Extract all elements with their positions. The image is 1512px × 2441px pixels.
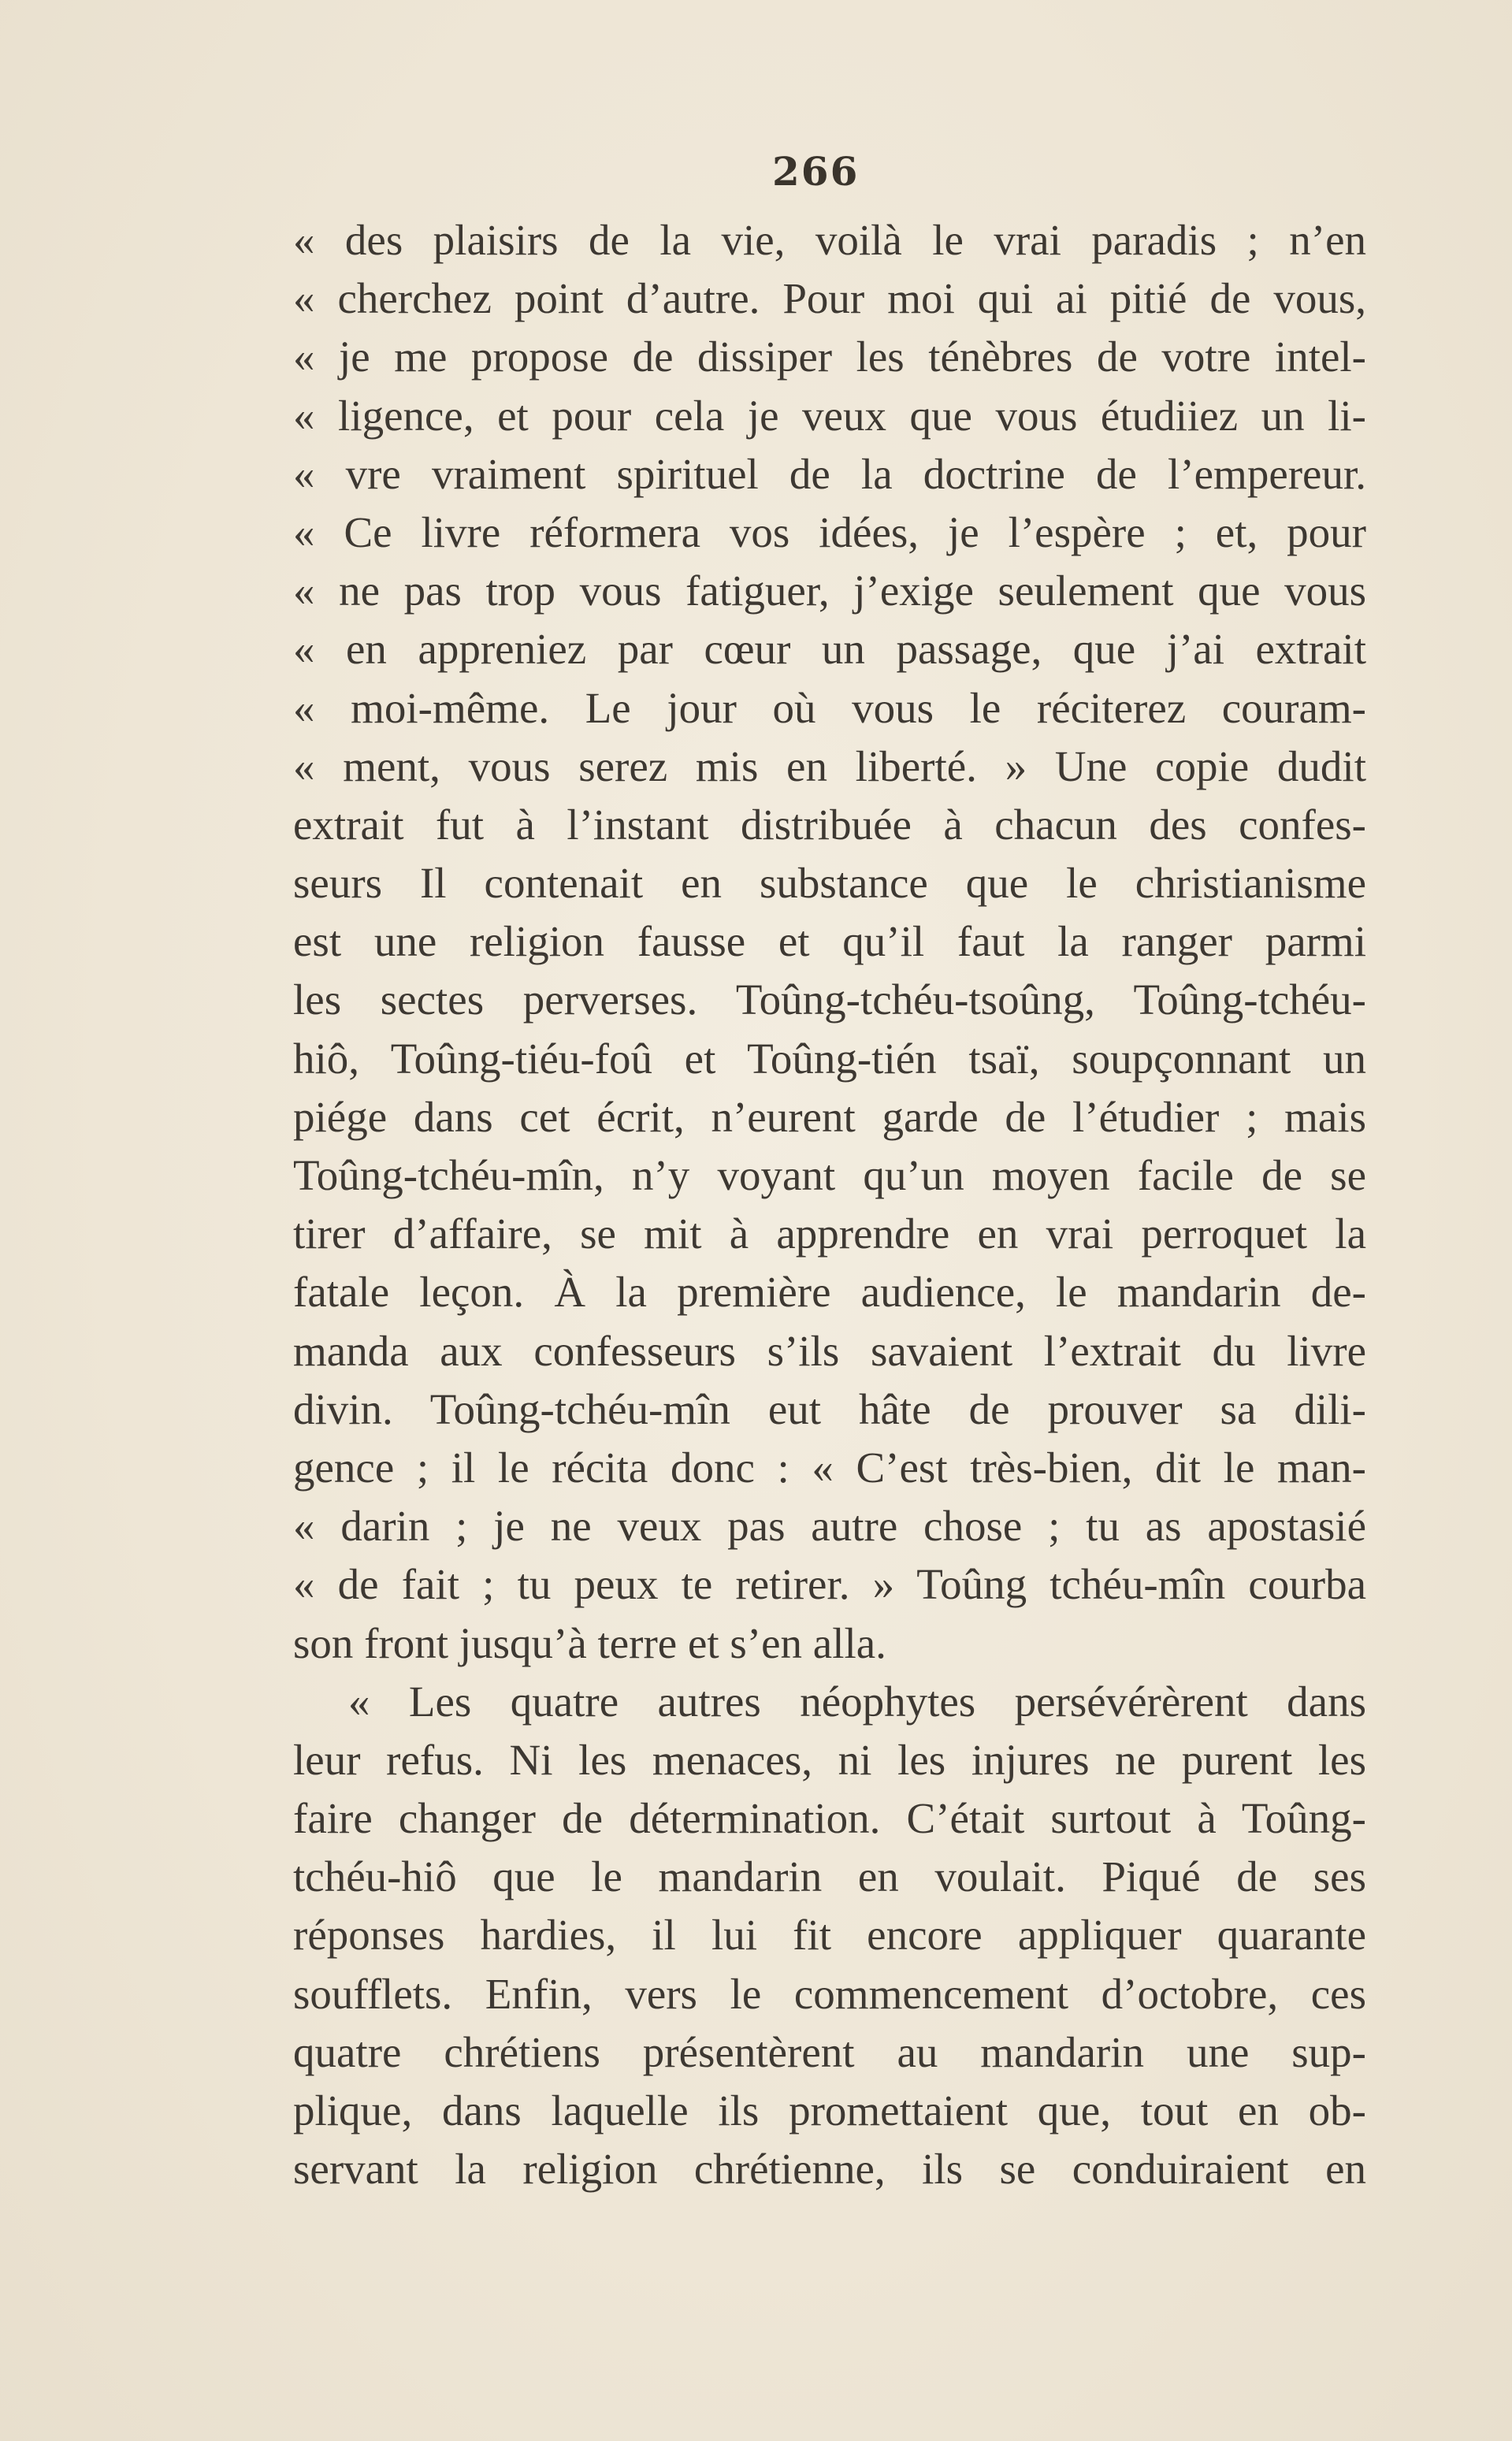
text-line: leur refus. Ni les menaces, ni les injures ne purent les: [293, 1735, 1366, 1784]
text-line: « cherchez point d’autre. Pour moi qui ai pitié de vous,: [293, 274, 1366, 323]
text-line: « de fait ; tu peux te retirer. » Toûng tchéu-mîn courba: [293, 1560, 1366, 1609]
text-line: « ment, vous serez mis en liberté. » Une copie dudit: [293, 741, 1366, 790]
text-line: hiô, Toûng-tiéu-foû et Toûng-tién tsaï, soupçonnant un: [293, 1034, 1366, 1083]
text-line: « je me propose de dissiper les ténèbres de votre intel-: [293, 333, 1366, 381]
text-line: réponses hardies, il lui fit encore appliquer quarante: [293, 1911, 1366, 1960]
text-line: divin. Toûng-tchéu-mîn eut hâte de prouver sa dili-: [293, 1384, 1366, 1433]
text-line: « en appreniez par cœur un passage, que j’ai extrait: [293, 625, 1366, 674]
text-line: « ne pas trop vous fatiguer, j’exige seulement que vous: [293, 567, 1366, 615]
text-line: est une religion fausse et qu’il faut la ranger parmi: [293, 917, 1366, 966]
text-line: tirer d’affaire, se mit à apprendre en vrai perroquet la: [293, 1209, 1366, 1258]
text-line: « ligence, et pour cela je veux que vous étudiiez un li-: [293, 391, 1366, 440]
text-line: manda aux confesseurs s’ils savaient l’extrait du livre: [293, 1326, 1366, 1375]
text-line: « Ce livre réformera vos idées, je l’espère ; et, pour: [293, 507, 1366, 556]
text-line: « des plaisirs de la vie, voilà le vrai paradis ; n’en: [293, 216, 1366, 264]
text-line: plique, dans laquelle ils promettaient que, tout en ob-: [293, 2086, 1366, 2134]
text-line: Toûng-tchéu-mîn, n’y voyant qu’un moyen facile de se: [293, 1151, 1366, 1199]
text-line: son front jusqu’à terre et s’en alla.: [293, 1618, 886, 1667]
text-line: « Les quatre autres néophytes persévérèrent dans: [348, 1677, 1366, 1726]
text-line: servant la religion chrétienne, ils se conduiraient en: [293, 2145, 1366, 2194]
text-line: les sectes perverses. Toûng-tchéu-tsoûng, Toûng-tchéu-: [293, 975, 1366, 1024]
text-line: piége dans cet écrit, n’eurent garde de l’étudier ; mais: [293, 1092, 1366, 1141]
text-line: « darin ; je ne veux pas autre chose ; tu as apostasié: [293, 1502, 1366, 1551]
text-line: « vre vraiment spirituel de la doctrine de l’empereur.: [293, 449, 1366, 498]
text-line: quatre chrétiens présentèrent au mandarin une sup-: [293, 2027, 1366, 2076]
text-line: seurs Il contenait en substance que le christianisme: [293, 859, 1366, 908]
text-line: « moi-même. Le jour où vous le réciterez couram-: [293, 683, 1366, 732]
text-line: soufflets. Enfin, vers le commencement d’octobre, ces: [293, 1969, 1366, 2018]
text-line: extrait fut à l’instant distribuée à chacun des confes-: [293, 800, 1366, 849]
text-line: fatale leçon. À la première audience, le mandarin de-: [293, 1268, 1366, 1317]
body-text: [293, 211, 1366, 2198]
text-line: faire changer de détermination. C’était surtout à Toûng-: [293, 1794, 1366, 1843]
text-line: gence ; il le récita donc : « C’est très-bien, dit le man-: [293, 1443, 1366, 1492]
page-number: 266: [772, 148, 860, 195]
text-line: tchéu-hiô que le mandarin en voulait. Piqué de ses: [293, 1852, 1366, 1901]
